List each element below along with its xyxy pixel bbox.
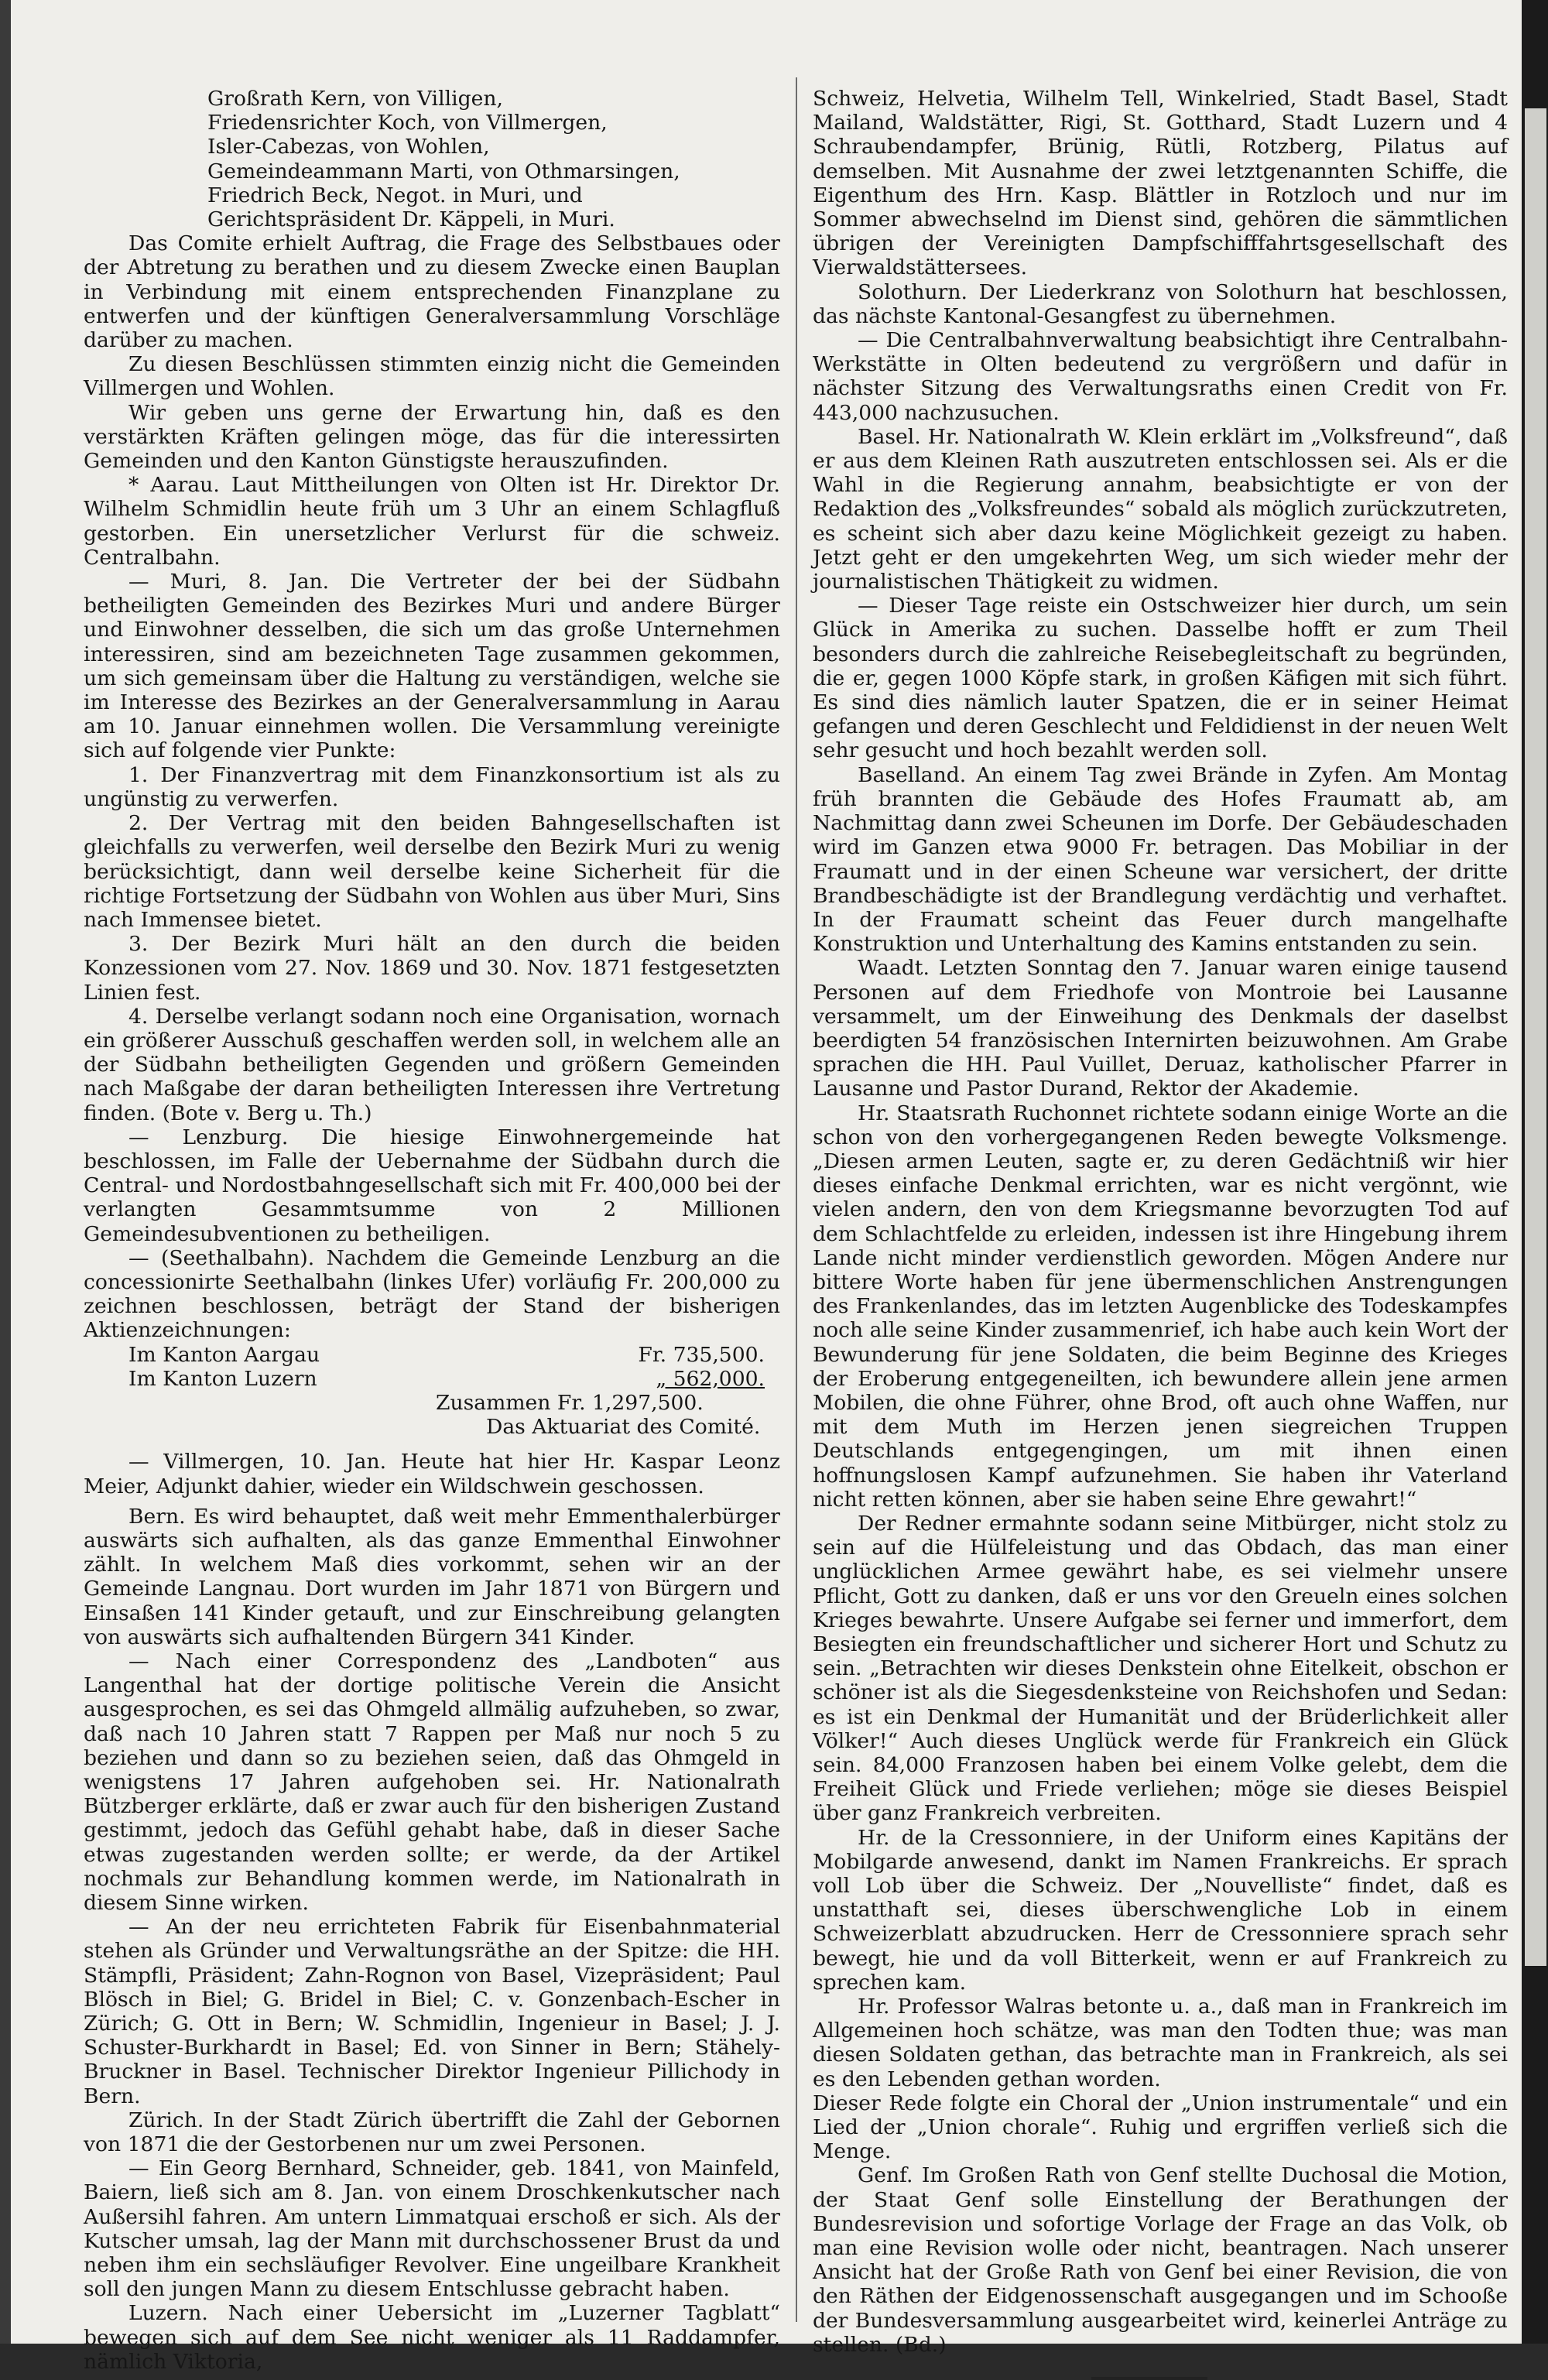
- article-centralbahn: — Die Centralbahnverwaltung beabsichtigt ihre Centralbahn-Werkstätte in Olten bedeutend zu vergrößern und dafür in nächster Sitzung des Verwaltungsraths einen Credit von Fr. 443,000 nachzusuchen.: [813, 328, 1508, 425]
- page-edge-shadow: [0, 0, 11, 2344]
- article-bern: Bern. Es wird behauptet, daß weit mehr Emmenthalerbürger auswärts sich aufhalten, als das ganze Emmenthal Einwohner zählt. In welchem Maß dies vorkommt, sehen wir an der Gemeinde Langnau. Dort wurden im Jahr 1871 von Bürgern und Einsaßen 141 Kinder getauft, und zur Einschreibung gelangten von auswärts sich aufhaltenden Bürgern 341 Kinder.: [84, 1504, 780, 1649]
- article-point: 4. Derselbe verlangt sodann noch eine Organisation, wornach ein größerer Ausschuß geschaffen werden soll, in welchem alle an der Südbahn betheiligten Gegenden und größern Gemeinden nach Maßgabe der daran betheiligten Interessen ihre Vertretung finden. (Bote v. Berg u. Th.): [84, 1004, 780, 1125]
- left-column: [84, 87, 780, 2374]
- article-ostschweizer: — Dieser Tage reiste ein Ostschweizer hier durch, um sein Glück in Amerika zu suchen. Dasselbe hofft er zum Theil besonders durch die zahlreiche Reisebegleitschaft zu begründen, die er, gegen 1000 Köpfe stark, in großen Käfigen mit sich führt. Es sind dies nämlich lauter Spatzen, die er in seiner Heimat gefangen und deren Geschlecht und Feldidienst in der neuen Welt sehr gesucht und hoch bezahlt werden soll.: [813, 594, 1508, 763]
- committee-member: Friedensrichter Koch, von Villmergen,: [207, 111, 608, 135]
- article-villmergen: — Villmergen, 10. Jan. Heute hat hier Hr. Kaspar Leonz Meier, Adjunkt dahier, wieder ein Wildschwein geschossen.: [84, 1450, 780, 1498]
- article-waadt: Waadt. Letzten Sonntag den 7. Januar waren einige tausend Personen auf dem Friedhofe von Montroie bei Lausanne versammelt, um der Einweihung des Denkmals der daselbst beerdigten 54 französischen Internirten beizuwohnen. Am Grabe sprachen die HH. Paul Vuillet, Deruaz, katholischer Pfarrer in Lausanne und Pastor Durand, Rektor der Akademie.: [813, 956, 1508, 1101]
- subscription-total: Zusammen Fr. 1,297,500.: [436, 1390, 704, 1415]
- article-genf: Genf. Im Großen Rath von Genf stellte Duchosal die Motion, der Staat Genf solle Einstellung der Berathungen der Bundesrevision und sofortige Vorlage der Frage an das Volk, ob man eine Revision wolle oder nicht, beantragen. Nach unserer Ansicht hat der Große Rath von Genf bei einer Revision, die von den Räthen der Eidgenossenschaft ausgegangen und im Schooße der Bundesversammlung ausgearbeitet wird, keinerlei Anträge zu stellen. (Bd.): [813, 2163, 1508, 2357]
- subscription-value: Fr. 735,500.: [638, 1342, 765, 1367]
- subscription-label: Im Kanton Luzern: [128, 1366, 317, 1391]
- article-langenthal: — Nach einer Correspondenz des „Landboten“ aus Langenthal hat der dortige politische Verein die Ansicht ausgesprochen, es sei das Ohmgeld allmälig aufzuheben, so zwar, daß nach 10 Jahren statt 7 Rappen per Maß nur noch 5 zu beziehen und dann so zu beziehen seien, daß das Ohmgeld in wenigstens 17 Jahren aufgehoben sei. Hr. Nationalrath Bützberger erklärte, daß er zwar auch für den bisherigen Zustand gestimmt, jedoch das Gefühl gehabt habe, daß in dieser Sache etwas zugestanden werden sollte; er werde, da der Artikel nochmals zur Behandlung kommen werde, im Nationalrath in diesem Sinne wirken.: [84, 1649, 780, 1916]
- article-paragraph: Das Comite erhielt Auftrag, die Frage des Selbstbaues oder der Abtretung zu berathen und zu diesem Zwecke einen Bauplan in Verbindung mit einem entsprechenden Finanzplane zu entwerfen und der künftigen Generalversammlung Vorschläge darüber zu machen.: [84, 231, 780, 353]
- article-baselland: Baselland. An einem Tag zwei Brände in Zyfen. Am Montag früh brannten die Gebäude des Hofes Fraumatt ab, am Nachmittag dann zwei Scheunen im Dorfe. Der Gebäudeschaden wird im Ganzen etwa 9000 Fr. betragen. Das Mobiliar in der Fraumatt und in der einen Scheune war versichert, der dritte Brandbeschädigte ist der Brandlegung verdächtig und verhaftet. In der Fraumatt scheint das Feuer durch mangelhafte Konstruktion und Unterhaltung des Kamins entstanden zu sein.: [813, 762, 1508, 957]
- article-point: 2. Der Vertrag mit den beiden Bahngesellschaften ist gleichfalls zu verwerfen, weil derselbe den Bezirk Muri zu wenig berücksichtigt, dann weil derselbe keine Sicherheit für die richtige Fortsetzung der Südbahn von Wohlen aus über Muri, Sins nach Immensee bietet.: [84, 811, 780, 932]
- article-luzern: Luzern. Nach einer Uebersicht im „Luzerner Tagblatt“ bewegen sich auf dem See nicht weniger als 11 Raddampfer, nämlich Viktoria,: [84, 2301, 780, 2374]
- committee-member: Großrath Kern, von Villigen,: [207, 87, 503, 111]
- article-choral: Dieser Rede folgte ein Choral der „Union instrumentale“ und ein Lied der „Union chorale“. Ruhig und ergriffen verließ sich die Menge.: [813, 2091, 1508, 2164]
- article-lenzburg: — Lenzburg. Die hiesige Einwohnergemeinde hat beschlossen, im Falle der Uebernahme der Südbahn durch die Central- und Nordostbahngesellschaft sich mit Fr. 400,000 bei der verlangten Gesammtsumme von 2 Millionen Gemeindesubventionen zu betheiligen.: [84, 1125, 780, 1246]
- article-fabrik: — An der neu errichteten Fabrik für Eisenbahnmaterial stehen als Gründer und Verwaltungsräthe an der Spitze: die HH. Stämpfli, Präsident; Zahn-Rognon von Basel, Vizepräsident; Paul Blösch in Biel; G. Bridel in Biel; C. v. Gonzenbach-Escher in Zürich; G. Ott in Bern; W. Schmidlin, Ingenieur in Basel; J. J. Schuster-Burkhardt in Basel; Ed. von Sinner in Bern; Stähely-Bruckner in Basel. Technischer Direktor Ingenieur Pillichody in Bern.: [84, 1915, 780, 2108]
- right-column: [813, 87, 1508, 2357]
- article-cressonniere: Hr. de la Cressonniere, in der Uniform eines Kapitäns der Mobilgarde anwesend, dankt im Namen Frankreichs. Er sprach voll Lob über die Schweiz. Der „Nouvelliste“ findet, daß es unstatthaft sei, dieses überschwengliche Lob in einem Schweizerblatt abzudrucken. Herr de Cressonniere sprach sehr bewegt, hie und da voll Bitterkeit, wenn er auf Frankreich zu sprechen kam.: [813, 1825, 1508, 1995]
- article-paragraph: Wir geben uns gerne der Erwartung hin, daß es den verstärkten Kräften gelingen möge, das für die interessirten Gemeinden und den Kanton Günstigste herauszufinden.: [84, 400, 780, 474]
- section-end-rule: [1091, 2377, 1207, 2380]
- column-divider: [796, 77, 797, 2322]
- article-walras: Hr. Professor Walras betonte u. a., daß man in Frankreich im Allgemeinen hoch schätze, was man den Todten thue; was man diesen Soldaten gethan, das betrachte man in Frankreich, als sei es den Lebenden gethan worden.: [813, 1995, 1508, 2091]
- signature: Das Aktuariat des Comité.: [486, 1415, 761, 1440]
- article-redner: Der Redner ermahnte sodann seine Mitbürger, nicht stolz zu sein auf die Hülfeleistung und das Obdach, das man einer unglücklichen Armee gewährt habe, es sei vielmehr unsere Pflicht, Gott zu danken, daß er uns vor den Greueln eines solchen Krieges bewahrte. Unsere Aufgabe sei ferner und immerfort, dem Besiegten ein freundschaftlicher und sicherer Hort und Schutz zu sein. „Betrachten wir dieses Denkstein ohne Eitelkeit, obschon er schöner ist als die Siegesdenksteine von Reichshofen und Sedan: es ist ein Denkmal der Humanität und der Brüderlichkeit aller Völker!“ Auch dieses Unglück werde für Frankreich ein Glück sein. 84,000 Franzosen haben bei einem Volke gelebt, dem die Freiheit Glück und Friede verliehen; möge sie dieses Beispiel über ganz Frankreich verbreiten.: [813, 1511, 1508, 1826]
- article-paragraph: Zu diesen Beschlüssen stimmten einzig nicht die Gemeinden Villmergen und Wohlen.: [84, 352, 780, 401]
- committee-member-list: [84, 87, 780, 231]
- adjacent-page-paper: [1525, 108, 1546, 1966]
- article-muri: — Muri, 8. Jan. Die Vertreter der bei der Südbahn betheiligten Gemeinden des Bezirkes Muri und andere Bürger und Einwohner desselben, die sich um das große Unternehmen interessiren, sind am bezeichneten Tage zusammen gekommen, um sich gemeinsam über die Haltung zu verständigen, welche sie im Interesse des Bezirkes an der Generalversammlung in Aarau am 10. Januar einnehmen wollen. Die Versammlung vereinigte sich auf folgende vier Punkte:: [84, 570, 780, 763]
- committee-member: Gerichtspräsident Dr. Käppeli, in Muri.: [207, 207, 615, 232]
- subscription-row: [84, 1367, 780, 1391]
- article-basel: Basel. Hr. Nationalrath W. Klein erklärt im „Volksfreund“, daß er aus dem Kleinen Rath auszutreten entschlossen sei. Als er die Wahl in die Regierung annahm, beabsichtigte er von der Redaktion des „Volksfreundes“ sobald als möglich zurückzutreten, es scheint sich aber dazu keine Möglichkeit gezeigt zu haben. Jetzt geht er den umgekehrten Weg, um sich wieder mehr der journalistischen Thätigkeit zu widmen.: [813, 424, 1508, 594]
- committee-member: Gemeindeammann Marti, von Othmarsingen,: [207, 159, 680, 183]
- article-paragraph: Schweiz, Helvetia, Wilhelm Tell, Winkelried, Stadt Basel, Stadt Mailand, Waldstätter, Rigi, St. Gotthard, Stadt Luzern und 4 Schraubendampfer, Brünig, Rütli, Rotzberg, Pilatus auf demselben. Mit Ausnahme der zwei letztgenannten Schiffe, die Eigenthum des Hrn. Kasp. Blättler in Rotzloch und nur im Sommer abwechselnd im Dienst sind, gehören die sämmtlichen übrigen der Vereinigten Dampfschifffahrtsgesellschaft des Vierwaldstättersees.: [813, 87, 1508, 280]
- subscription-row: [84, 1343, 780, 1367]
- article-aarau: * Aarau. Laut Mittheilungen von Olten ist Hr. Direktor Dr. Wilhelm Schmidlin heute früh um 3 Uhr an einem Schlagfluß gestorben. Ein unersetzlicher Verlurst für die schweiz. Centralbahn.: [84, 473, 780, 570]
- article-ruchonnet: Hr. Staatsrath Ruchonnet richtete sodann einige Worte an die schon von den vorhergegangenen Reden bewegte Volksmenge. „Diesen armen Leuten, sagte er, zu deren Gedächtniß wir hier dieses einfache Denkmal errichten, war es nicht vergönnt, wie vielen andern, den von dem Kriegsmanne bevorzugten Tod auf dem Schlachtfelde zu erleiden, indessen ist ihre Hingebung ihrem Lande nicht minder verdienstlich geworden. Mögen Andere nur bittere Worte haben für jene übermenschlichen Anstrengungen des Frankenlandes, das im letzten Augenblicke des Todeskampfes noch alle seine Kinder zusammenrief, ich habe auch kein Wort der Bewunderung für jene Soldaten, die beim Beginne des Krieges der Eroberung entgegeneilten, ich bewundere allein jene armen Mobilen, die ohne Führer, ohne Brod, oft auch ohne Waffen, nur mit dem Muth im Herzen jenen siegreichen Truppen Deutschlands entgegengingen, um mit ihnen einen hoffnungslosen Kampf aufzunehmen. Sie haben ihr Vaterland nicht retten können, aber sie haben seine Ehre gewahrt!“: [813, 1101, 1508, 1512]
- article-point: 3. Der Bezirk Muri hält an den durch die beiden Konzessionen vom 27. Nov. 1869 und 30. Nov. 1871 festgesetzten Linien fest.: [84, 932, 780, 1005]
- committee-member: Friedrich Beck, Negot. in Muri, und: [207, 183, 583, 207]
- committee-member: Isler-Cabezas, von Wohlen,: [207, 135, 490, 159]
- article-zuerich: Zürich. In der Stadt Zürich übertrifft die Zahl der Gebornen von 1871 die der Gestorbenen nur um zwei Personen.: [84, 2108, 780, 2157]
- article-bernhard: — Ein Georg Bernhard, Schneider, geb. 1841, von Mainfeld, Baiern, ließ sich am 8. Jan. von einem Droschkenkutscher nach Außersihl fahren. Am untern Limmatquai erschoß er sich. Als der Kutscher umsah, lag der Mann mit durchschossener Brust da und neben ihm ein sechsläufiger Revolver. Eine ungeilbare Krankheit soll den jungen Mann zu diesem Entschlusse gebracht haben.: [84, 2156, 780, 2302]
- subscription-label: Im Kanton Aargau: [128, 1342, 320, 1367]
- subscription-value: „ 562,000.: [656, 1366, 765, 1391]
- article-point: 1. Der Finanzvertrag mit dem Finanzkonsortium ist als zu ungünstig zu verwerfen.: [84, 762, 780, 811]
- adjacent-page-edge: [1522, 0, 1548, 2344]
- article-seethalbahn: — (Seethalbahn). Nachdem die Gemeinde Lenzburg an die concessionirte Seethalbahn (linkes Ufer) vorläufig Fr. 200,000 zu zeichnen beschlossen, beträgt der Stand der bisherigen Aktienzeichnungen:: [84, 1245, 780, 1343]
- article-solothurn: Solothurn. Der Liederkranz von Solothurn hat beschlossen, das nächste Kantonal-Gesangfest zu übernehmen.: [813, 279, 1508, 328]
